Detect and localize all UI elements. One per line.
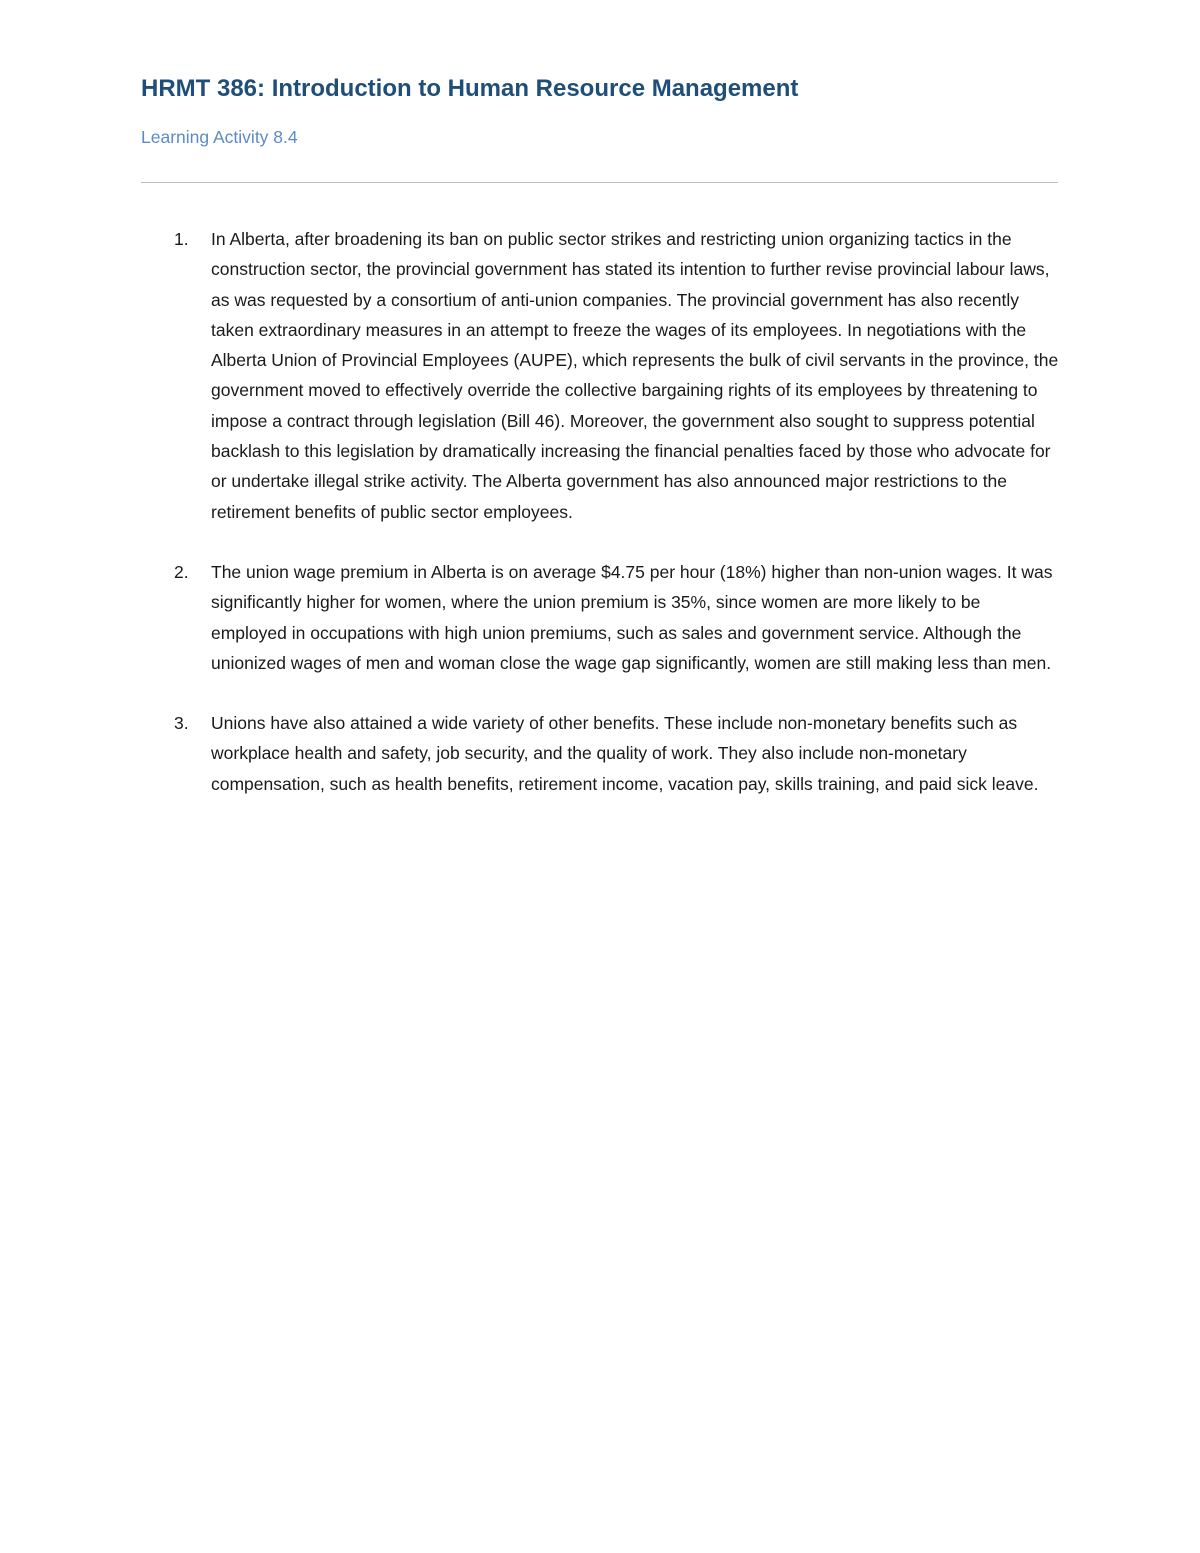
list-item-text: The union wage premium in Alberta is on average $4.75 per hour (18%) higher than non-union wages. It was significantly higher for women, where the union premium is 35%, since women are more likely to be employed in occupations with high union premiums, such as sales and government service. Although the unionized wages of men and woman close the wage gap significantly, women are still making less than men. [211, 561, 1053, 673]
numbered-list [0, 224, 1061, 829]
list-item-number: 1. [174, 229, 189, 249]
list-item [0, 224, 1061, 527]
document-title: HRMT 386: Introduction to Human Resource Management [141, 75, 799, 102]
list-item-text: In Alberta, after broadening its ban on public sector strikes and restricting union organizing tactics in the construction sector, the provincial government has stated its intention to further revise provincial labour laws, as was requested by a consortium of anti-union companies. The provincial government has also recently taken extraordinary measures in an attempt to freeze the wages of its employees. In negotiations with the Alberta Union of Provincial Employees (AUPE), which represents the bulk of civil servants in the province, the government moved to effectively override the collective bargaining rights of its employees by threatening to impose a contract through legislation (Bill 46). Moreover, the government also sought to suppress potential backlash to this legislation by dramatically increasing the financial penalties faced by those who advocate for or undertake illegal strike activity. The Alberta government has also announced major restrictions to the retirement benefits of public sector employees. [211, 229, 1059, 522]
list-item-number: 2. [174, 561, 189, 582]
list-item-number: 3. [174, 713, 189, 734]
list-item [0, 557, 1061, 678]
header-divider [141, 182, 1058, 183]
list-item-text: Unions have also attained a wide variety of other benefits. These include non-monetary benefits such as workplace health and safety, job security, and the quality of work. They also include non-monetary compensation, such as health benefits, retirement income, vacation pay, skills training, and paid sick leave. [211, 713, 1039, 794]
document-subtitle: Learning Activity 8.4 [141, 127, 298, 147]
list-item [0, 708, 1061, 799]
